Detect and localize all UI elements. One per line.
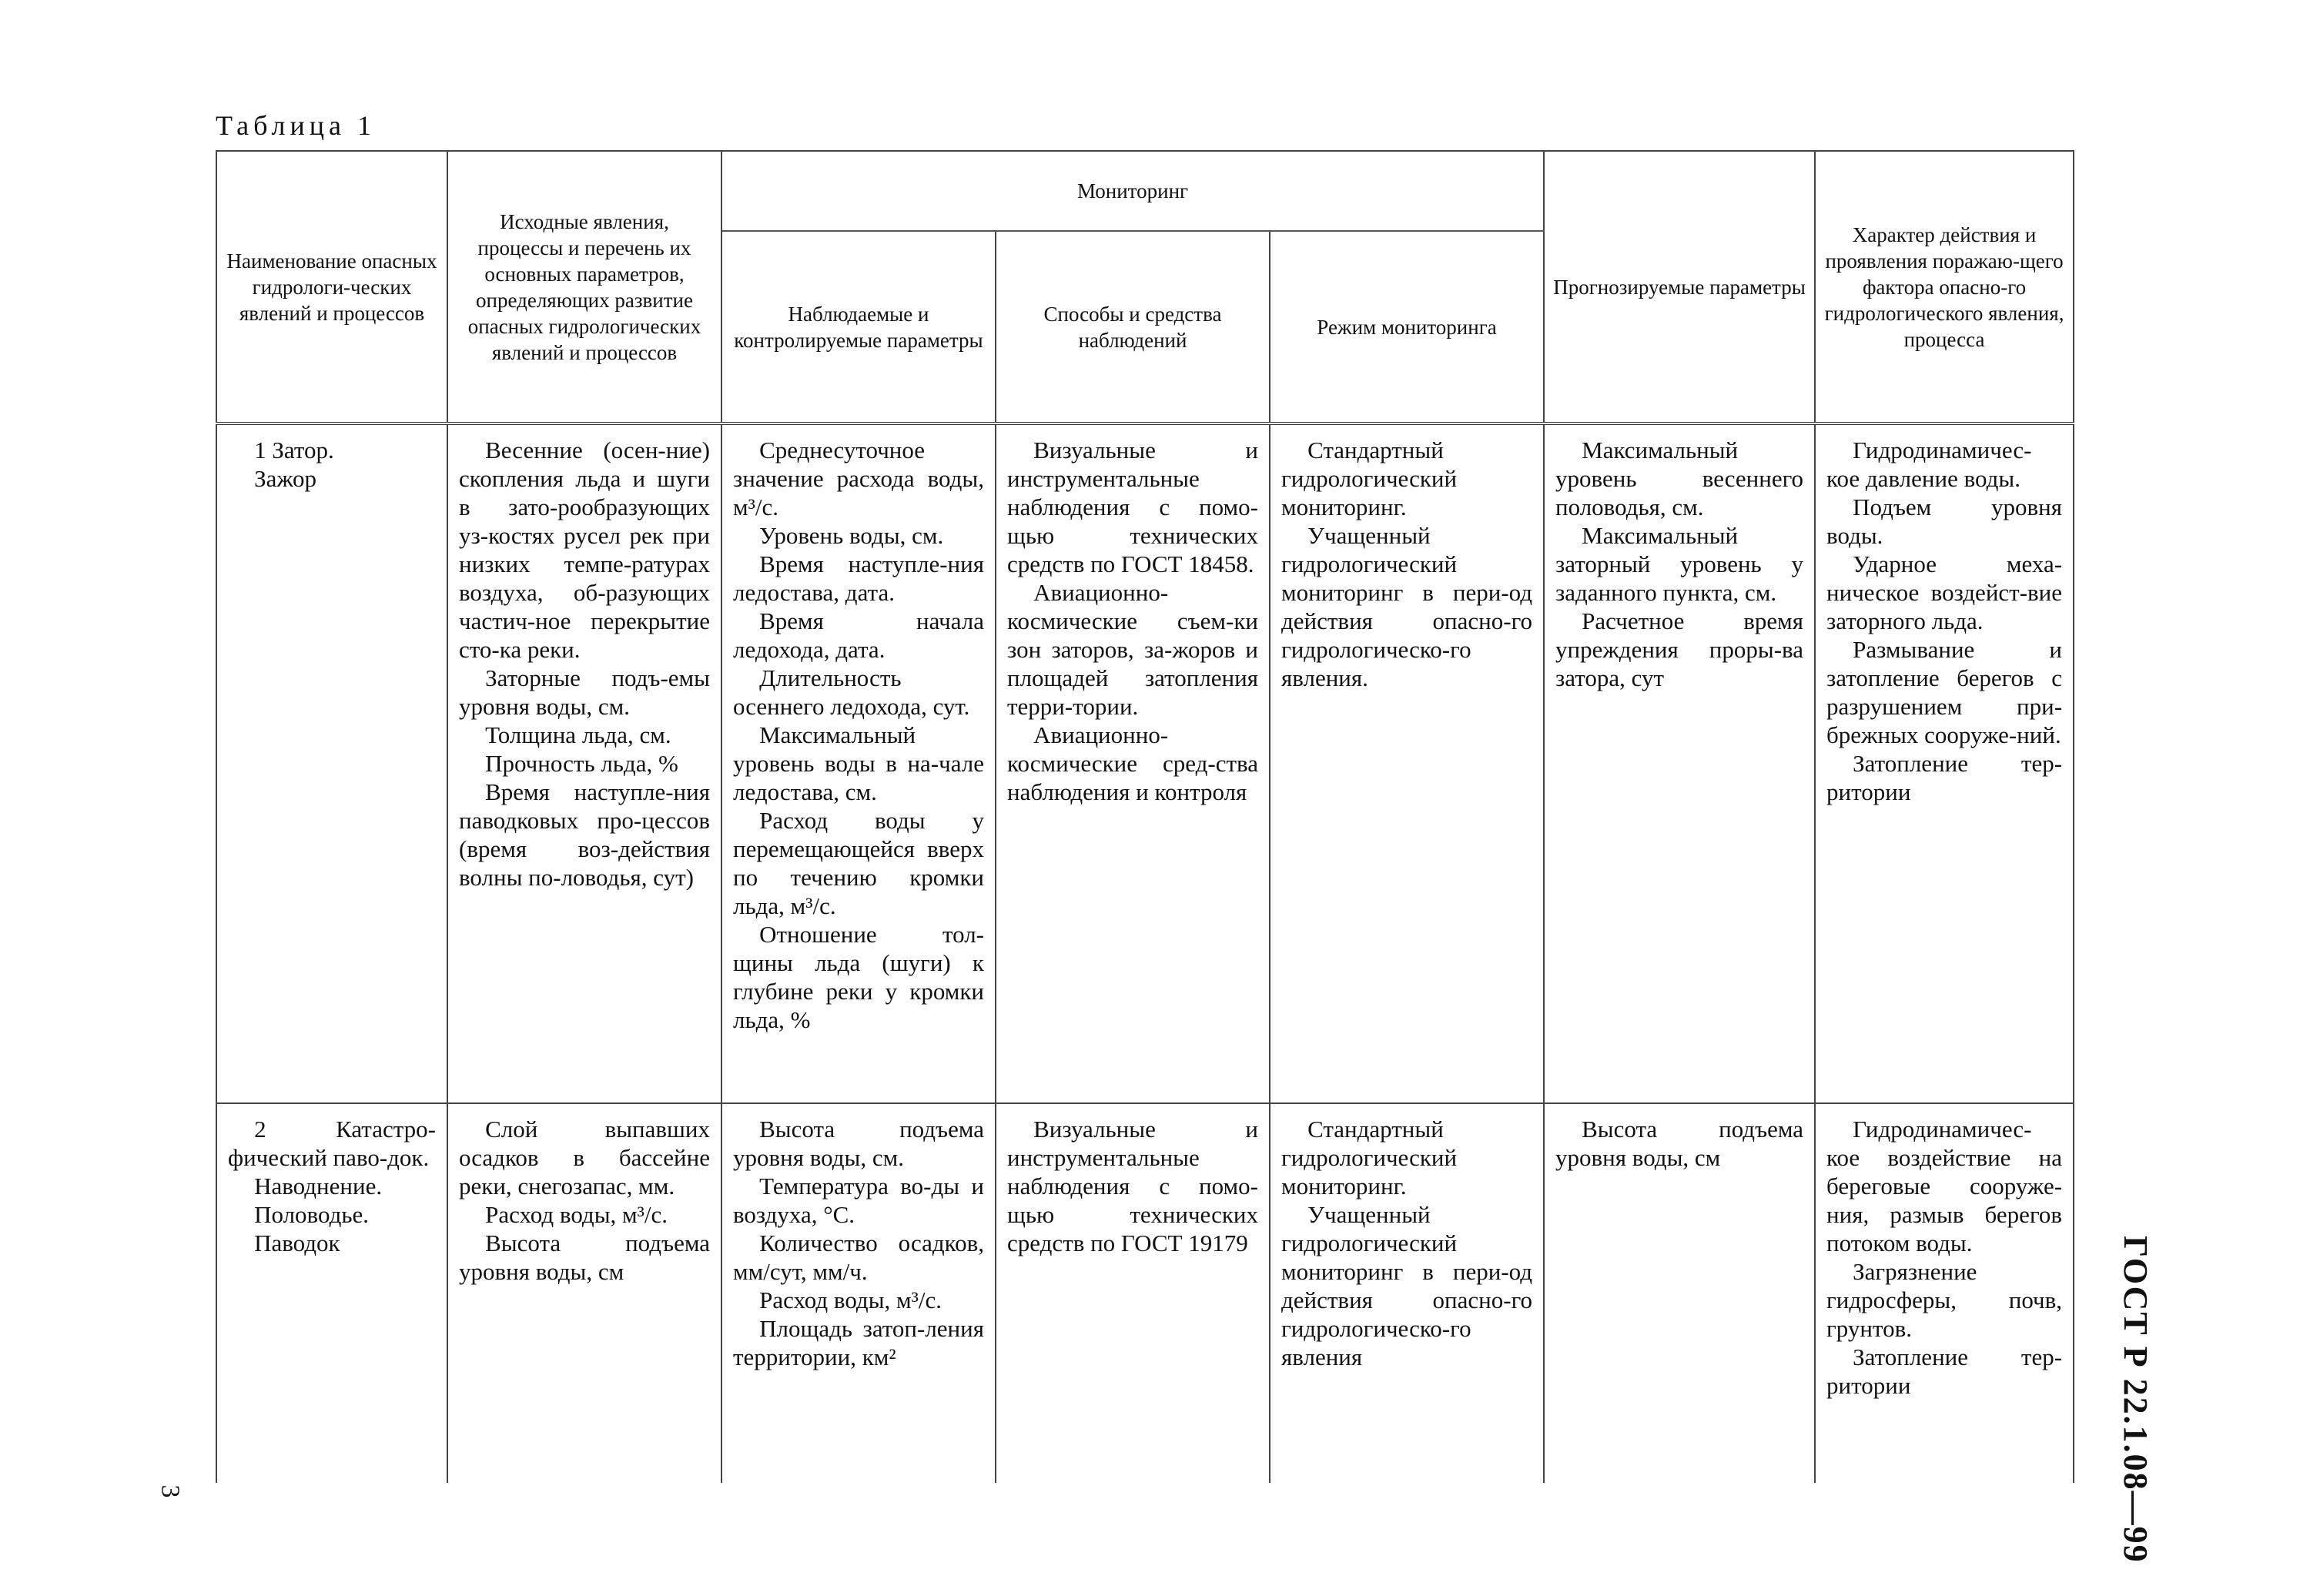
cell-paragraph: Расчетное время упреждения проры-ва затора, сут xyxy=(1555,607,1804,691)
cell-observed xyxy=(721,1103,996,1483)
cell-forecast xyxy=(1544,1103,1815,1483)
cell-paragraph: Затопление тер-ритории xyxy=(1826,750,2063,805)
cell-impact xyxy=(1815,1103,2074,1483)
cell-paragraph: Авиационно-космические съем-ки зон заторов, за-жоров и площадей затопления терри-тории. xyxy=(1007,579,1258,720)
cell-paragraph: Слой выпавших осадков в бассейне реки, снегозапас, мм. xyxy=(459,1116,710,1200)
cell-paragraph: Размывание и затопление берегов с разрушением при-брежных сооруже-ний. xyxy=(1826,636,2063,748)
cell-paragraph: Затопление тер-ритории xyxy=(1826,1343,2063,1399)
cell-paragraph: Ударное меха-ническое воздейст-вие заторного льда. xyxy=(1826,550,2063,634)
cell-paragraph: Стандартный гидрологический мониторинг. xyxy=(1281,1116,1458,1200)
header-mode: Режим мониторинга xyxy=(1270,231,1544,422)
hydrology-table xyxy=(216,150,2074,1483)
cell-paragraph: Визуальные и инструментальные наблюдения с помо-щью технических средств по ГОСТ 19179 xyxy=(1007,1116,1258,1256)
cell-mode xyxy=(1270,423,1544,1103)
cell-paragraph: Зажор xyxy=(254,465,317,492)
cell-methods xyxy=(996,423,1270,1103)
cell-paragraph: Прочность льда, % xyxy=(485,750,678,777)
table-row xyxy=(216,1103,2074,1483)
cell-mode xyxy=(1270,1103,1544,1483)
cell-paragraph: Авиационно-космические сред-ства наблюдения и контроля xyxy=(1007,721,1258,805)
cell-initial xyxy=(447,423,721,1103)
table-row xyxy=(216,423,2074,1103)
cell-observed xyxy=(721,423,996,1103)
cell-paragraph: Высота подъема уровня воды, см xyxy=(459,1230,710,1285)
cell-paragraph: Заторные подъ-емы уровня воды, см. xyxy=(459,664,710,720)
cell-methods xyxy=(996,1103,1270,1483)
cell-forecast xyxy=(1544,423,1815,1103)
cell-paragraph: Учащенный гидрологический мониторинг в пери-од действия опасно-го гидрологическо-го явления xyxy=(1281,1201,1533,1370)
cell-paragraph: Гидродинамичес-кое давление воды. xyxy=(1826,437,2032,492)
cell-impact xyxy=(1815,423,2074,1103)
cell-paragraph: Весенние (осен-ние) скопления льда и шуги в зато-рообразующих уз-костях русел рек при низких темпе-ратурах воздуха, об-разующих частич-ное перекрытие сто-ка реки. xyxy=(459,437,710,663)
page-number: 3 xyxy=(156,1484,185,1498)
cell-paragraph: Гидродинамичес-кое воздействие на береговые сооруже-ния, размыв берегов потоком воды. xyxy=(1826,1116,2063,1256)
cell-paragraph: Расход воды у перемещающейся вверх по течению кромки льда, м³/с. xyxy=(733,807,984,919)
cell-paragraph: Площадь затоп-ления территории, км² xyxy=(733,1315,984,1370)
header-observed: Наблюдаемые и контролируемые параметры xyxy=(721,231,996,422)
cell-paragraph: Стандартный гидрологический мониторинг. xyxy=(1281,437,1458,520)
cell-paragraph: Время начала ледохода, дата. xyxy=(733,607,984,663)
cell-paragraph: Отношение тол-щины льда (шуги) к глубине реки у кромки льда, % xyxy=(733,921,984,1033)
cell-paragraph: Среднесуточное значение расхода воды, м³/с. xyxy=(733,437,984,520)
cell-name xyxy=(216,1103,447,1483)
cell-paragraph: Наводнение. xyxy=(254,1173,383,1200)
cell-paragraph: Загрязнение гидросферы, почв, грунтов. xyxy=(1826,1258,2063,1342)
cell-paragraph: Паводок xyxy=(254,1230,340,1256)
cell-paragraph: Время наступле-ния ледостава, дата. xyxy=(733,550,984,606)
cell-paragraph: Расход воды, м³/с. xyxy=(485,1201,668,1228)
cell-paragraph: Половодье. xyxy=(254,1201,369,1228)
cell-paragraph: Количество осадков, мм/сут, мм/ч. xyxy=(733,1230,984,1285)
cell-paragraph: Максимальный уровень воды в на-чале ледостава, см. xyxy=(733,721,984,805)
cell-paragraph: Длительность осеннего ледохода, сут. xyxy=(733,664,970,720)
cell-name xyxy=(216,423,447,1103)
table-caption: Таблица 1 xyxy=(216,110,376,141)
header-forecast: Прогнозируемые параметры xyxy=(1544,151,1815,422)
cell-paragraph: Уровень воды, см. xyxy=(759,522,944,549)
cell-paragraph: Учащенный гидрологический мониторинг в пери-од действия опасно-го гидрологическо-го явления. xyxy=(1281,522,1533,691)
header-monitoring: Мониторинг xyxy=(721,151,1544,231)
document-code: ГОСТ Р 22.1.08—99 xyxy=(2117,1236,2154,1564)
cell-paragraph: Подъем уровня воды. xyxy=(1826,494,2063,549)
header-methods: Способы и средства наблюдений xyxy=(996,231,1270,422)
cell-paragraph: Максимальный уровень весеннего половодья, см. xyxy=(1555,437,1804,520)
header-name: Наименование опасных гидрологи-ческих явлений и процессов xyxy=(216,151,447,422)
cell-paragraph: 1 Затор. xyxy=(254,437,334,463)
header-initial: Исходные явления, процессы и перечень их основных параметров, определяющих развитие опасных гидрологических явлений и процессов xyxy=(447,151,721,422)
cell-paragraph: Время наступле-ния паводковых про-цессов (время воз-действия волны по-ловодья, сут) xyxy=(459,778,710,891)
cell-paragraph: Высота подъема уровня воды, см xyxy=(1555,1116,1804,1171)
header-impact: Характер действия и проявления поражаю-щего фактора опасно-го гидрологического явления, процесса xyxy=(1815,151,2074,422)
cell-initial xyxy=(447,1103,721,1483)
cell-paragraph: Расход воды, м³/с. xyxy=(759,1287,942,1313)
cell-paragraph: Высота подъема уровня воды, см. xyxy=(733,1116,984,1171)
cell-paragraph: Максимальный заторный уровень у заданного пункта, см. xyxy=(1555,522,1804,606)
cell-paragraph: Толщина льда, см. xyxy=(485,721,671,748)
cell-paragraph: 2 Катастро-фический паво-док. xyxy=(228,1116,436,1171)
cell-paragraph: Визуальные и инструментальные наблюдения с помо-щью технических средств по ГОСТ 18458. xyxy=(1007,437,1258,577)
cell-paragraph: Температура во-ды и воздуха, °С. xyxy=(733,1173,984,1228)
